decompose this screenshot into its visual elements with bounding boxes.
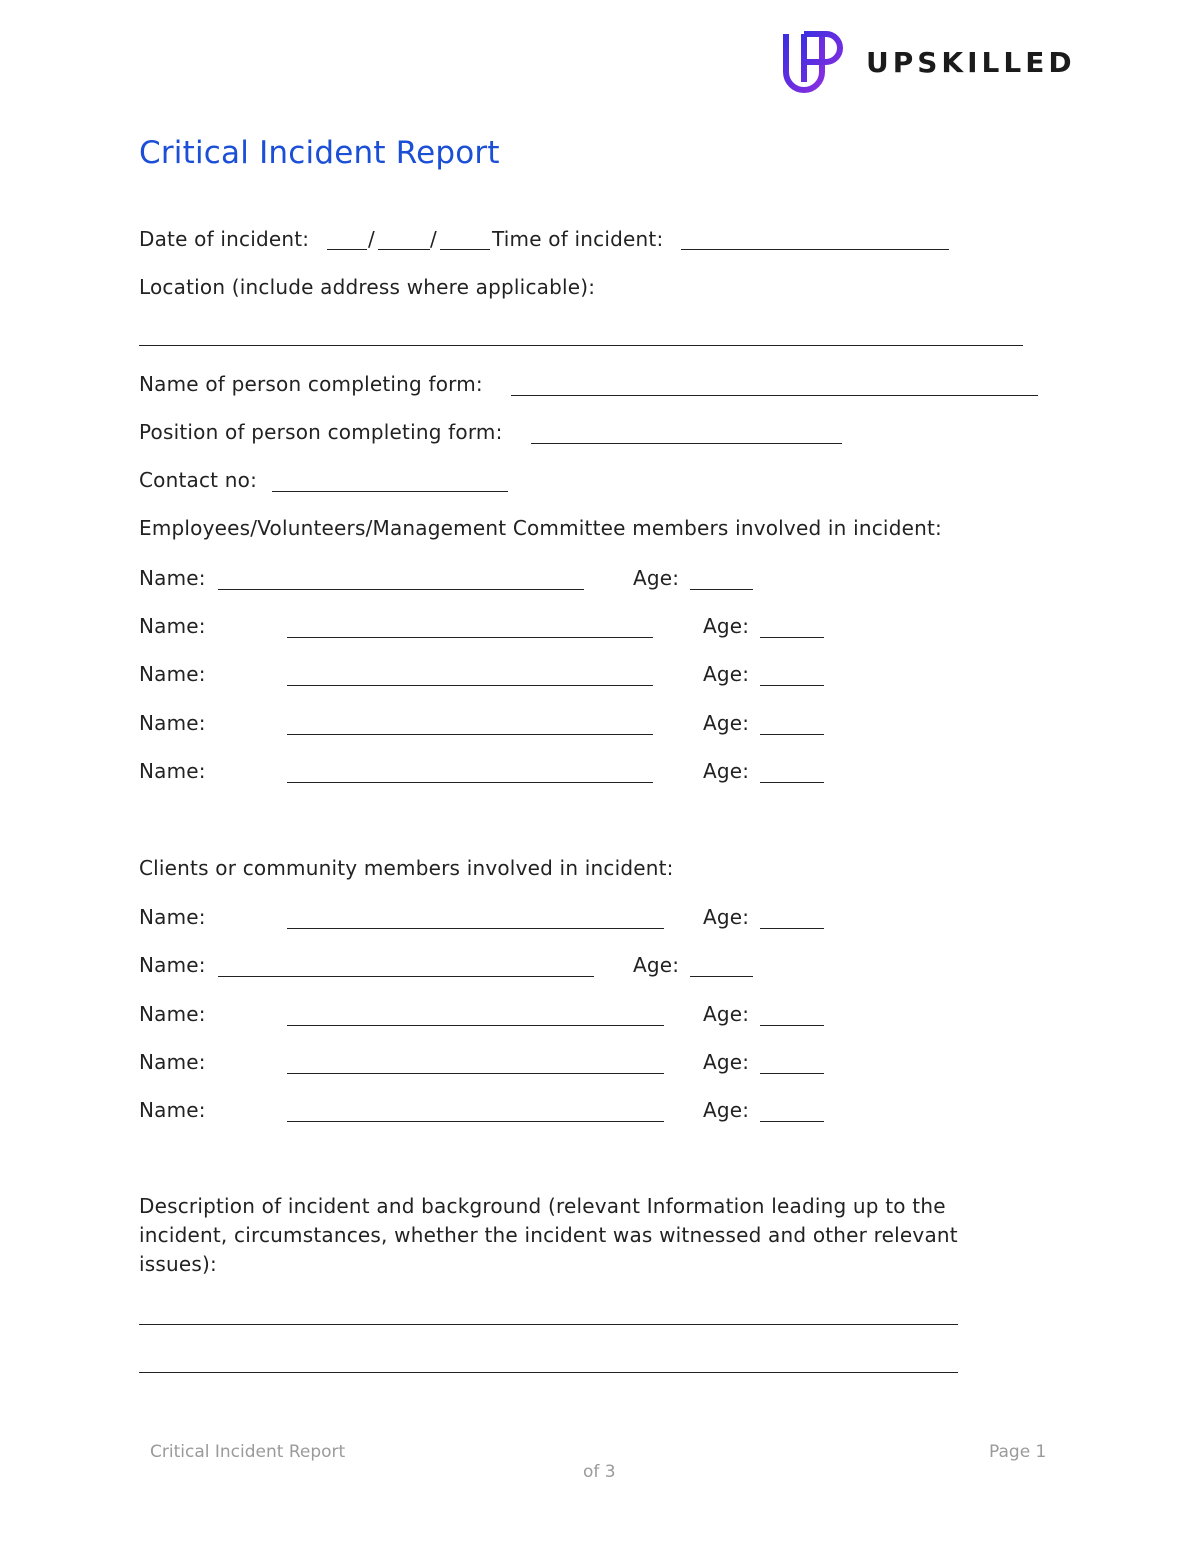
employee-name-label: Name:	[139, 614, 206, 638]
client-name-label: Name:	[139, 953, 206, 977]
employee-name-label: Name:	[139, 566, 206, 590]
upskilled-logo-icon	[778, 30, 848, 98]
client-name-field[interactable]	[287, 1025, 664, 1026]
employee-age-label: Age:	[703, 759, 750, 783]
employee-age-field[interactable]	[760, 685, 824, 686]
page-title: Critical Incident Report	[139, 135, 500, 171]
date-day-field[interactable]	[327, 249, 367, 250]
date-month-field[interactable]	[378, 249, 430, 250]
employee-age-field[interactable]	[760, 637, 824, 638]
client-name-field[interactable]	[287, 928, 664, 929]
date-label: Date of incident:	[139, 227, 310, 251]
position-completing-label: Position of person completing form:	[139, 420, 503, 444]
employees-heading: Employees/Volunteers/Management Committee members involved in incident:	[139, 516, 942, 540]
date-separator: /	[430, 227, 437, 251]
client-age-label: Age:	[633, 953, 680, 977]
description-field-line-1[interactable]	[139, 1324, 958, 1325]
footer-page-total: of 3	[583, 1462, 616, 1482]
upskilled-logo	[778, 30, 848, 98]
footer-document-title: Critical Incident Report	[150, 1442, 346, 1462]
contact-label: Contact no:	[139, 468, 258, 492]
description-label: Description of incident and background (relevant Information leading up to the incident, circumstances, whether the incident was witnessed and other relevant issues):	[139, 1194, 958, 1276]
client-name-label: Name:	[139, 1050, 206, 1074]
name-completing-label: Name of person completing form:	[139, 372, 483, 396]
client-age-field[interactable]	[760, 928, 824, 929]
employee-name-field[interactable]	[287, 685, 653, 686]
employee-age-field[interactable]	[760, 782, 824, 783]
date-separator: /	[368, 227, 375, 251]
employee-name-label: Name:	[139, 711, 206, 735]
time-field[interactable]	[681, 249, 949, 250]
client-name-field[interactable]	[287, 1073, 664, 1074]
client-name-label: Name:	[139, 1098, 206, 1122]
employee-name-label: Name:	[139, 759, 206, 783]
client-age-field[interactable]	[760, 1073, 824, 1074]
employee-name-field[interactable]	[218, 589, 584, 590]
client-age-label: Age:	[703, 1098, 750, 1122]
employee-name-label: Name:	[139, 662, 206, 686]
client-name-label: Name:	[139, 1002, 206, 1026]
position-completing-field[interactable]	[531, 443, 842, 444]
employee-age-label: Age:	[703, 614, 750, 638]
time-label: Time of incident:	[492, 227, 664, 251]
client-age-label: Age:	[703, 1002, 750, 1026]
employee-age-field[interactable]	[690, 589, 753, 590]
client-name-field[interactable]	[218, 976, 594, 977]
employee-age-label: Age:	[703, 662, 750, 686]
client-age-label: Age:	[703, 905, 750, 929]
employee-name-field[interactable]	[287, 782, 653, 783]
client-name-label: Name:	[139, 905, 206, 929]
date-year-field[interactable]	[440, 249, 490, 250]
footer-page-number: Page 1	[989, 1442, 1047, 1462]
client-age-field[interactable]	[690, 976, 753, 977]
client-age-field[interactable]	[760, 1025, 824, 1026]
clients-heading: Clients or community members involved in incident:	[139, 856, 674, 880]
client-name-field[interactable]	[287, 1121, 664, 1122]
client-age-label: Age:	[703, 1050, 750, 1074]
employee-age-label: Age:	[633, 566, 680, 590]
contact-field[interactable]	[272, 491, 508, 492]
brand-name: UPSKILLED	[866, 46, 1076, 79]
name-completing-field[interactable]	[511, 395, 1038, 396]
employee-age-label: Age:	[703, 711, 750, 735]
employee-age-field[interactable]	[760, 734, 824, 735]
location-field[interactable]	[139, 345, 1023, 346]
location-label: Location (include address where applicable):	[139, 275, 596, 299]
client-age-field[interactable]	[760, 1121, 824, 1122]
description-field-line-2[interactable]	[139, 1372, 958, 1373]
employee-name-field[interactable]	[287, 734, 653, 735]
employee-name-field[interactable]	[287, 637, 653, 638]
